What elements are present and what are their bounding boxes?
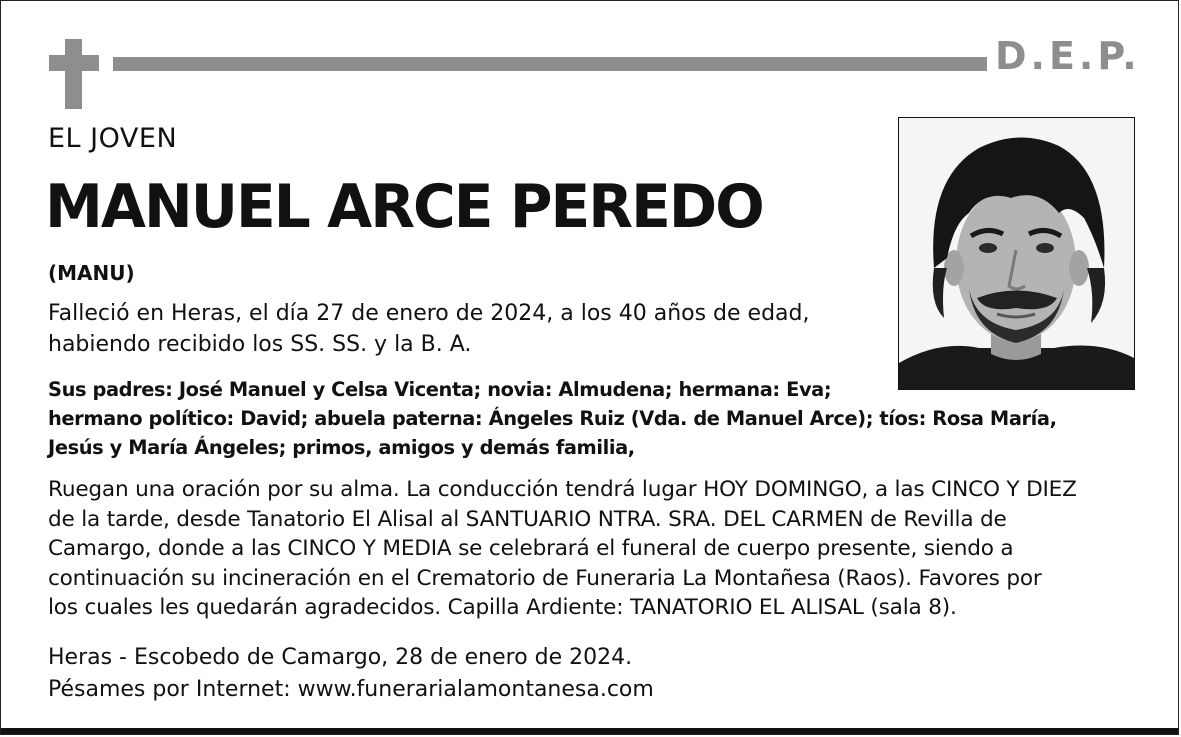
bottom-border: [1, 728, 1178, 734]
death-line: Falleció en Heras, el día 27 de enero de 2024, a los 40 años de edad,: [48, 301, 810, 326]
cross-icon-bar: [49, 55, 99, 71]
place-and-date: Heras - Escobedo de Camargo, 28 de enero de 2024.: [48, 645, 633, 670]
prefix-label: EL JOVEN: [48, 123, 178, 154]
funeral-line: los cuales les quedarán agradecidos. Capilla Ardiente: TANATORIO EL ALISAL (sala 8).: [48, 595, 957, 620]
dep-label: D.E.P.: [995, 34, 1141, 78]
death-announcement: [48, 298, 878, 360]
relatives-line: hermano político: David; abuela paterna: Ángeles Ruiz (Vda. de Manuel Arce); tíos: Rosa María,: [48, 407, 1057, 430]
relatives-line: Sus padres: José Manuel y Celsa Vicenta; novia: Almudena; hermana: Eva;: [48, 378, 832, 401]
relatives-line: Jesús y María Ángeles; primos, amigos y demás familia,: [48, 436, 635, 459]
funeral-line: Camargo, donde a las CINCO Y MEDIA se celebrará el funeral de cuerpo presente, siendo a: [48, 536, 1014, 561]
funeral-details: [48, 475, 1143, 623]
header-rule: [113, 57, 987, 71]
funeral-line: Ruegan una oración por su alma. La conducción tendrá lugar HOY DOMINGO, a las CINCO Y DIEZ: [48, 477, 1077, 502]
portrait-photo: [898, 117, 1135, 390]
funeral-line: de la tarde, desde Tanatorio El Alisal al SANTUARIO NTRA. SRA. DEL CARMEN de Revilla de: [48, 506, 1007, 532]
condolences-website: Pésames por Internet: www.funerarialamontanesa.com: [48, 677, 654, 702]
cross-icon: [65, 39, 82, 109]
relatives-list: [48, 375, 1138, 462]
funeral-line: continuación su incineración en el Crematorio de Funeraria La Montañesa (Raos). Favores por: [48, 565, 1042, 591]
death-line: habiendo recibido los SS. SS. y la B. A.: [48, 332, 472, 357]
nickname: (MANU): [48, 261, 135, 285]
deceased-name: MANUEL ARCE PEREDO: [45, 172, 763, 242]
